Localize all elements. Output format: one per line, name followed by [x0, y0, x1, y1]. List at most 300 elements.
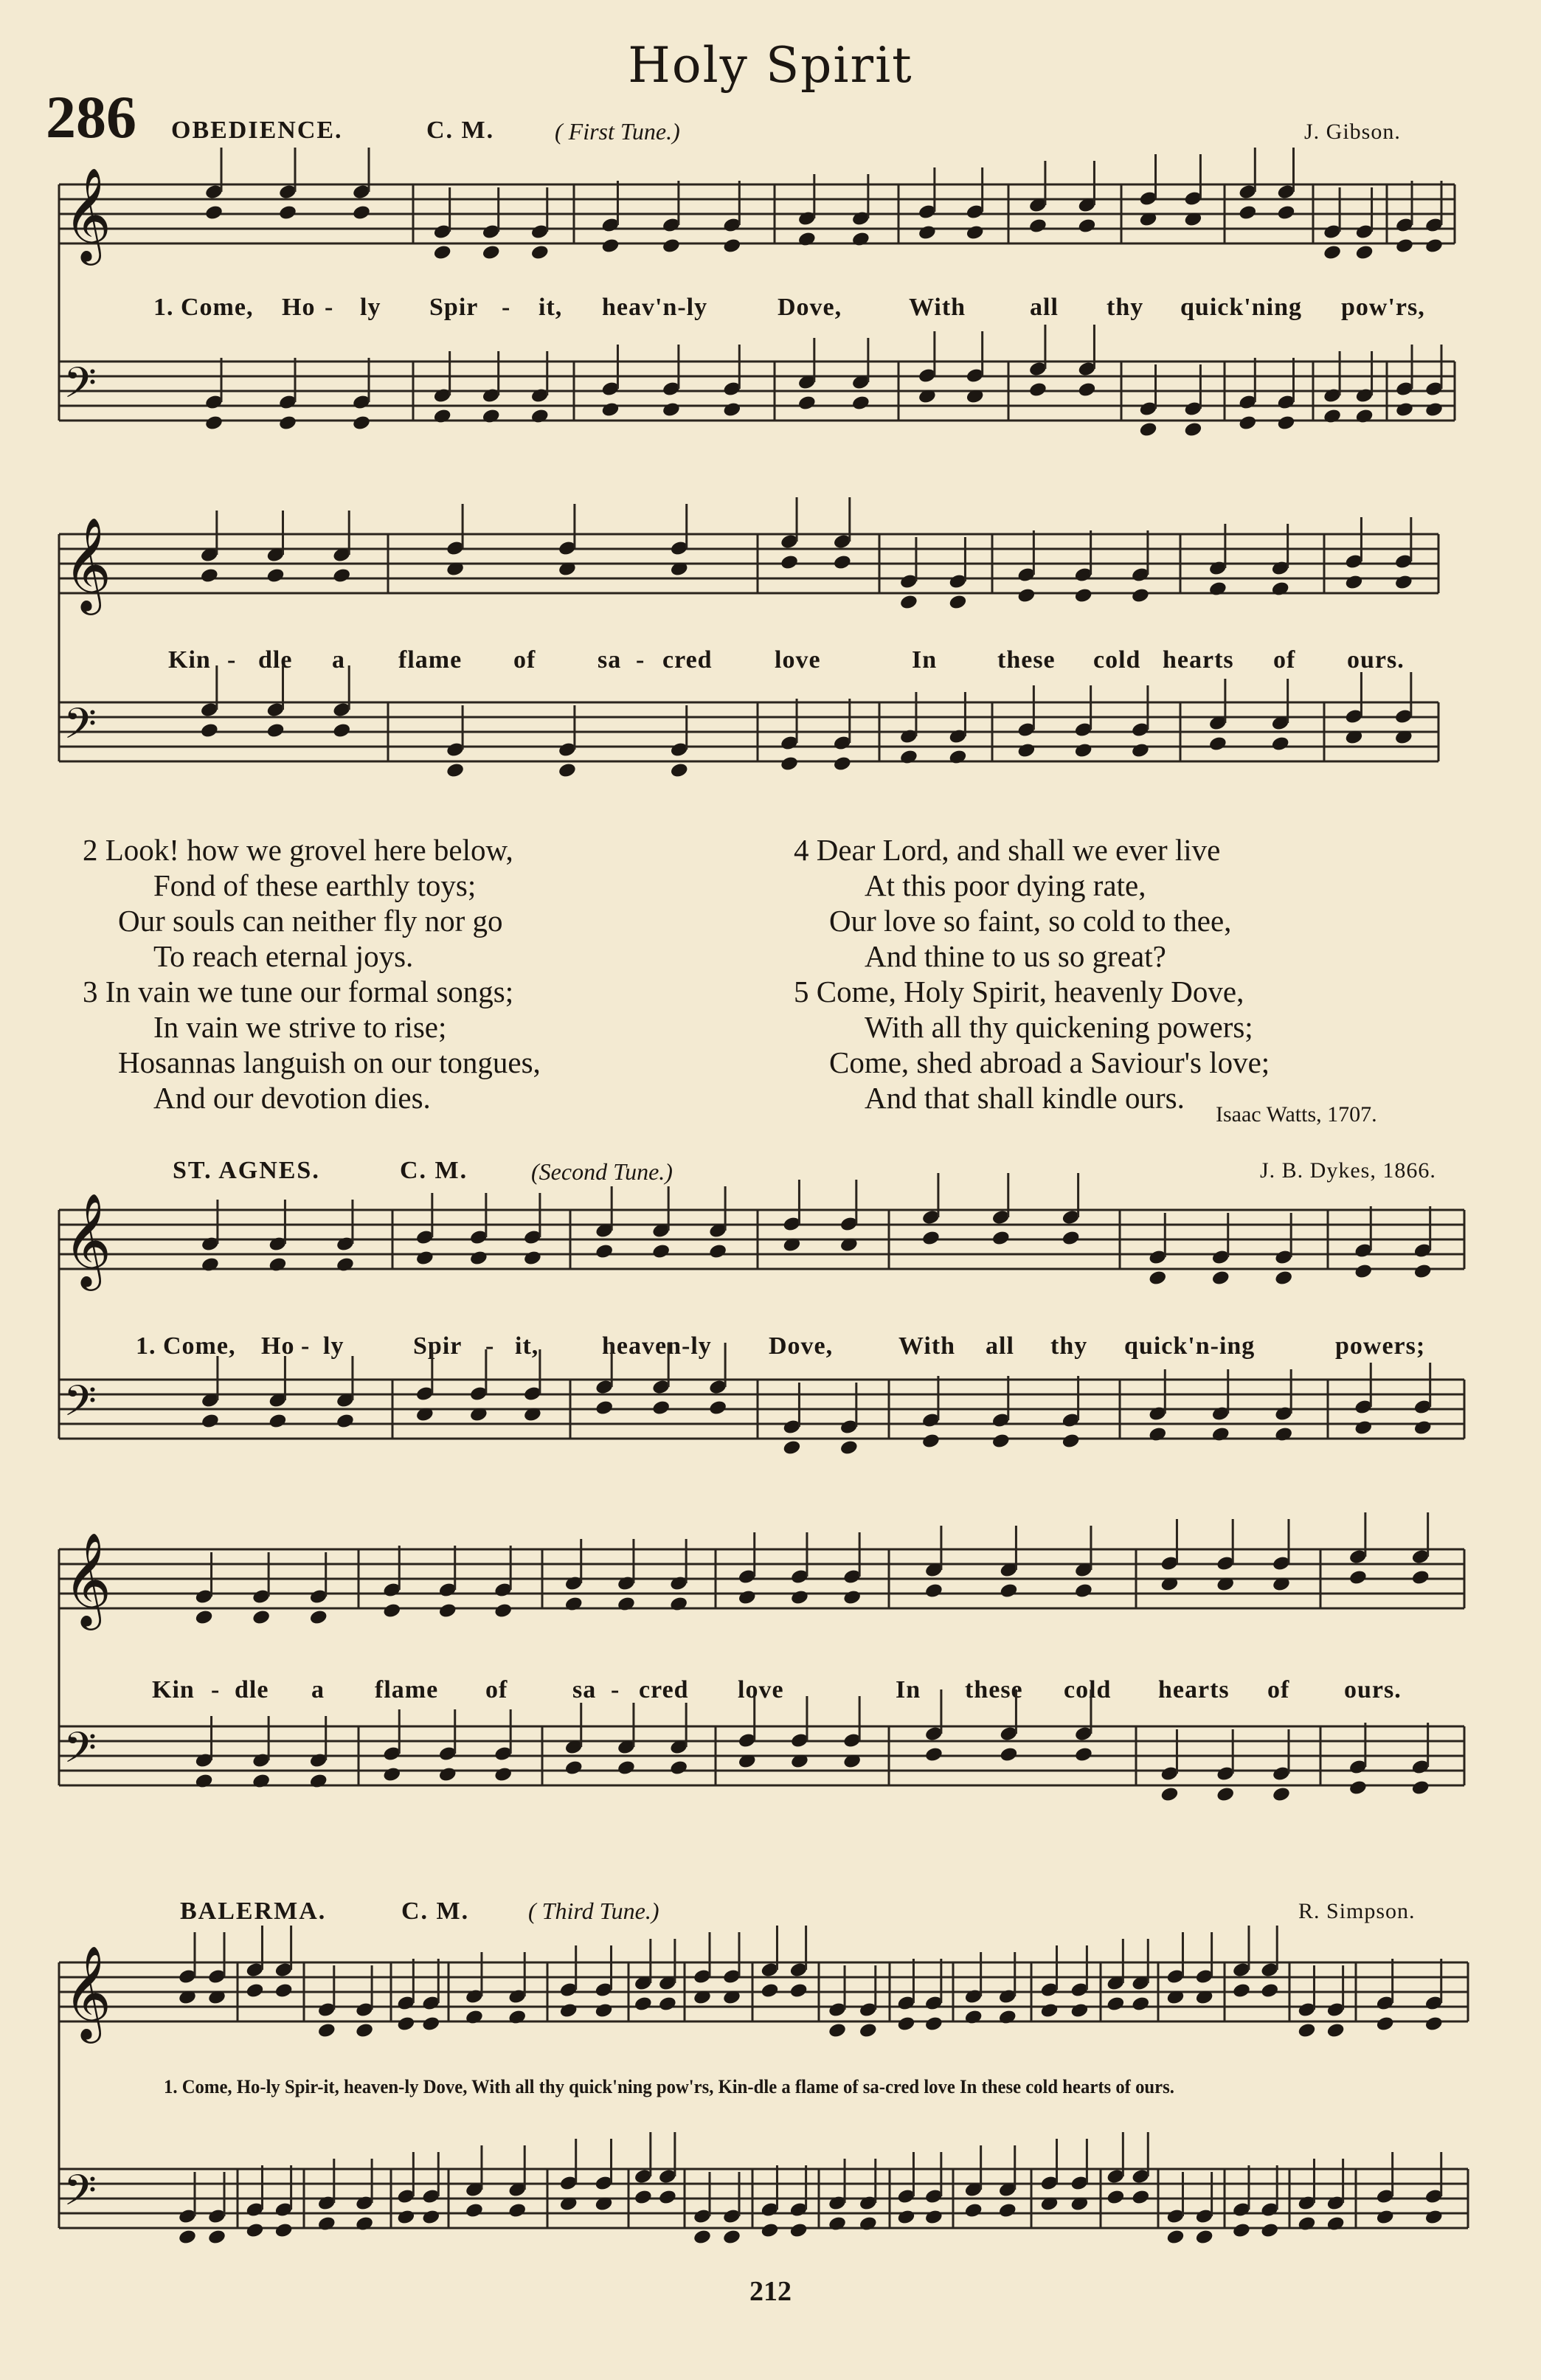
treble-clef-icon: 𝄞 [63, 516, 112, 611]
note-head [1106, 2189, 1125, 2206]
lyric-syllable: Kin [168, 646, 211, 674]
note-head [421, 2209, 440, 2226]
note-head [899, 594, 918, 611]
note-head [1274, 1270, 1293, 1287]
note-head [1411, 1779, 1430, 1796]
lyric-syllable: dle [235, 1676, 269, 1703]
verse-line: 3 In vain we tune our formal songs; [83, 975, 514, 1009]
note-head [178, 2229, 197, 2246]
note-head [1238, 204, 1257, 221]
lyric-syllable: cred [639, 1676, 689, 1703]
note-head [964, 2009, 983, 2026]
note-head [617, 1596, 636, 1613]
note-head [194, 1609, 213, 1626]
note-head [204, 415, 224, 432]
tune-meter: C. M. [400, 1157, 468, 1184]
note-head [1348, 1779, 1368, 1796]
note-head [948, 594, 967, 611]
verse-line: Come, shed abroad a Saviour's love; [829, 1045, 1270, 1079]
note-head [332, 567, 351, 584]
note-head [1195, 2229, 1214, 2246]
note-head [332, 722, 351, 739]
tune-order: ( Third Tune.) [528, 1898, 659, 1924]
lyric-syllable: these [965, 1676, 1023, 1703]
note-head [921, 1433, 941, 1450]
note-head [991, 1433, 1011, 1450]
lyric-syllable: thy [1050, 1332, 1088, 1360]
note-head [336, 1256, 355, 1273]
note-head [651, 1400, 671, 1416]
lyric-syllable: hearts [1158, 1676, 1230, 1703]
lyric-syllable: - [211, 1676, 221, 1703]
lyric-syllable: hearts [1163, 646, 1234, 674]
verse-line: 2 Look! how we grovel here below, [83, 833, 513, 867]
verse-line: With all thy quickening powers; [865, 1010, 1253, 1044]
verse-line: In vain we strive to rise; [153, 1010, 447, 1044]
lyric-syllable: 1. Come, [153, 294, 254, 321]
note-head [1424, 401, 1444, 418]
note-head [1354, 1419, 1373, 1436]
note-head [278, 204, 297, 221]
note-head [245, 1982, 264, 1999]
note-head [839, 1439, 859, 1456]
note-head [833, 755, 852, 772]
lyric-syllable: heav'n-ly [602, 294, 708, 321]
lyric-syllable: powers; [1335, 1332, 1426, 1360]
lyric-syllable: love [738, 1676, 784, 1703]
lyric-syllable: Ho [282, 294, 316, 321]
note-head [1211, 1270, 1230, 1287]
lyric-syllable: sa [572, 1676, 597, 1703]
note-head [760, 2222, 779, 2239]
verse-line: Fond of these earthly toys; [153, 868, 477, 902]
note-head [1394, 574, 1413, 591]
hymn-number: 286 [46, 83, 136, 151]
note-head [204, 204, 224, 221]
bass-clef-icon: 𝄢 [63, 2165, 97, 2226]
note-head [1238, 415, 1257, 432]
note-head [1276, 204, 1295, 221]
note-head [1028, 381, 1047, 398]
note-head [201, 1413, 220, 1430]
tune-meter: C. M. [401, 1898, 470, 1925]
lyric-syllable: - [227, 646, 237, 674]
note-head [1208, 581, 1227, 598]
note-head [396, 2016, 415, 2033]
note-head [482, 244, 501, 261]
tune-meter: C. M. [426, 117, 495, 144]
treble-clef-icon: 𝄞 [63, 1192, 112, 1287]
note-head [670, 762, 689, 779]
note-head [669, 1596, 688, 1613]
note-head [382, 1766, 401, 1783]
note-head [634, 1996, 653, 2013]
note-head [693, 2229, 712, 2246]
lyric-syllable: these [997, 646, 1056, 674]
note-head [523, 1250, 542, 1267]
note-head [1216, 1786, 1235, 1803]
note-head [433, 244, 452, 261]
section-title: Holy Spirit [628, 37, 913, 94]
note-head [708, 1400, 727, 1416]
note-head [966, 224, 985, 241]
lyric-syllable: flame [398, 646, 463, 674]
note-head [924, 2016, 943, 2033]
note-head [1272, 1786, 1291, 1803]
note-head [274, 1982, 294, 1999]
lyric-syllable: of [485, 1676, 508, 1703]
note-head [1344, 574, 1363, 591]
note-head [1131, 2189, 1150, 2206]
note-head [1297, 2215, 1316, 2232]
treble-clef-icon: 𝄞 [63, 167, 112, 261]
verse-line: And that shall kindle ours. [865, 1081, 1185, 1115]
lyric-syllable: all [986, 1332, 1014, 1360]
note-head [924, 2209, 943, 2226]
note-head [669, 1760, 688, 1777]
bass-clef-icon: 𝄢 [63, 1376, 97, 1436]
note-head [268, 1256, 287, 1273]
note-head [1354, 244, 1374, 261]
note-head [964, 2202, 983, 2219]
note-head [1326, 2022, 1346, 2039]
lyric-syllable: - [325, 294, 334, 321]
bass-clef-icon: 𝄢 [63, 699, 97, 759]
note-head [465, 2009, 484, 2026]
lyric-syllable: heaven-ly [602, 1332, 712, 1360]
note-head [600, 401, 620, 418]
note-head [1424, 2016, 1444, 2033]
lyric-syllable: flame [375, 1676, 439, 1703]
note-head [797, 395, 817, 412]
note-head [1166, 2229, 1185, 2246]
note-head [1074, 742, 1093, 759]
lyric-syllable: cred [662, 646, 713, 674]
note-head [1074, 1746, 1093, 1763]
lyric-syllable: of [513, 646, 536, 674]
tune-order: ( First Tune.) [555, 118, 680, 145]
verse-line: And our devotion dies. [153, 1081, 431, 1115]
note-head [317, 2022, 336, 2039]
note-head [662, 401, 681, 418]
tune-order: (Second Tune.) [531, 1158, 673, 1185]
note-head [789, 1982, 808, 1999]
note-head [1413, 1419, 1433, 1436]
bass-clef-icon: 𝄢 [63, 1723, 97, 1783]
lyric-syllable: 1. Come, [136, 1332, 236, 1360]
note-head [595, 1243, 614, 1260]
note-head [1271, 581, 1290, 598]
note-head [1348, 1569, 1368, 1586]
note-head [790, 1589, 809, 1606]
lyric-syllable: Spir [413, 1332, 463, 1360]
note-head [1232, 2222, 1251, 2239]
lyric-syllable: sa [598, 646, 622, 674]
note-head [999, 1746, 1018, 1763]
note-head [1131, 587, 1150, 604]
composer: J. B. Dykes, 1866. [1260, 1158, 1436, 1183]
note-head [1077, 218, 1096, 235]
note-head [1062, 1433, 1081, 1450]
note-head [1424, 2209, 1444, 2226]
tune-name: OBEDIENCE. [171, 117, 343, 144]
treble-clef-icon: 𝄞 [63, 1532, 112, 1626]
note-head [1271, 736, 1290, 753]
note-head [278, 415, 297, 432]
text-credit: Isaac Watts, 1707. [1216, 1102, 1377, 1127]
note-head [274, 2222, 294, 2239]
lyric-syllable: ly [360, 294, 381, 321]
note-head [1017, 742, 1036, 759]
lyric-syllable: In [896, 1676, 921, 1703]
note-head [1062, 1230, 1081, 1247]
lyric-line: 1. Come, Ho-ly Spir-it, heaven-ly Dove, With all thy quick'ning pow'rs, Kin-dle a flame of sa-cred love In these cold hearts of ours. [164, 2076, 1174, 2097]
note-head [207, 2229, 226, 2246]
note-head [438, 1766, 457, 1783]
verse-line: Our love so faint, so cold to thee, [829, 904, 1232, 938]
lyric-syllable: - [301, 1332, 311, 1360]
note-head [617, 1760, 636, 1777]
lyric-syllable: quick'n-ing [1124, 1332, 1256, 1360]
bass-clef-icon: 𝄢 [63, 358, 97, 418]
note-head [851, 231, 870, 248]
note-head [634, 2189, 653, 2206]
note-head [382, 1602, 401, 1619]
note-head [317, 2215, 336, 2232]
note-head [1354, 1263, 1373, 1280]
note-head [469, 1250, 488, 1267]
note-head [201, 1256, 220, 1273]
note-head [797, 231, 817, 248]
lyric-syllable: With [898, 1332, 956, 1360]
note-head [991, 1230, 1011, 1247]
note-head [396, 2209, 415, 2226]
note-head [266, 567, 285, 584]
note-head [433, 408, 452, 425]
note-head [1326, 2215, 1346, 2232]
lyric-syllable: dle [258, 646, 293, 674]
note-head [722, 401, 741, 418]
note-head [1070, 2002, 1089, 2019]
note-head [595, 1400, 614, 1416]
lyric-syllable: it, [515, 1332, 539, 1360]
note-head [658, 2189, 677, 2206]
note-head [722, 238, 741, 255]
note-head [1039, 2002, 1059, 2019]
lyric-syllable: cold [1093, 646, 1141, 674]
lyric-syllable: - [611, 1676, 620, 1703]
note-head [438, 1602, 457, 1619]
note-head [1376, 2209, 1395, 2226]
note-head [782, 1439, 801, 1456]
lyric-syllable: ours. [1347, 646, 1405, 674]
lyric-syllable: pow'rs, [1341, 294, 1425, 321]
note-head [780, 554, 799, 571]
composer: J. Gibson. [1304, 120, 1401, 144]
note-head [494, 1766, 513, 1783]
lyric-syllable: ours. [1344, 1676, 1402, 1703]
treble-clef-icon: 𝄞 [63, 1945, 112, 2039]
note-head [1074, 587, 1093, 604]
note-head [1413, 1263, 1433, 1280]
note-head [564, 1760, 583, 1777]
note-head [508, 2202, 527, 2219]
verse-line: And thine to us so great? [865, 939, 1166, 973]
note-head [789, 2222, 808, 2239]
note-head [708, 1243, 727, 1260]
note-head [336, 1413, 355, 1430]
note-head [1208, 736, 1227, 753]
note-head [558, 762, 577, 779]
note-head [760, 1982, 779, 1999]
note-head [1138, 421, 1157, 438]
note-head [266, 722, 285, 739]
note-head [999, 1582, 1018, 1599]
verse-line: Hosannas languish on our tongues, [118, 1045, 541, 1079]
note-head [494, 1602, 513, 1619]
lyric-syllable: thy [1107, 294, 1144, 321]
note-head [1297, 2022, 1316, 2039]
note-head [828, 2022, 847, 2039]
verse-line: To reach eternal joys. [153, 939, 414, 973]
note-head [564, 1596, 583, 1613]
note-head [446, 762, 465, 779]
note-head [1323, 244, 1342, 261]
note-head [1106, 1996, 1125, 2013]
note-head [559, 2002, 578, 2019]
note-head [1274, 1426, 1293, 1443]
note-head [722, 2229, 741, 2246]
note-head [355, 2215, 374, 2232]
note-head [1077, 381, 1096, 398]
note-head [1260, 1982, 1279, 1999]
verse-line: 4 Dear Lord, and shall we ever live [794, 833, 1221, 867]
lyric-syllable: all [1030, 294, 1059, 321]
note-head [482, 408, 501, 425]
note-head [842, 1589, 862, 1606]
note-head [1131, 1996, 1150, 2013]
note-head [1276, 415, 1295, 432]
note-head [998, 2202, 1017, 2219]
note-head [833, 554, 852, 571]
note-head [662, 238, 681, 255]
page-number: 212 [749, 2276, 792, 2307]
lyric-syllable: of [1267, 1676, 1290, 1703]
note-head [194, 1773, 213, 1790]
note-head [921, 1230, 941, 1247]
note-head [1148, 1426, 1167, 1443]
lyric-syllable: With [909, 294, 966, 321]
note-head [421, 2016, 440, 2033]
note-head [859, 2022, 878, 2039]
note-head [465, 2202, 484, 2219]
note-head [899, 749, 918, 766]
note-head [355, 2022, 374, 2039]
note-head [1183, 421, 1202, 438]
note-head [948, 749, 967, 766]
note-head [309, 1773, 328, 1790]
note-head [1323, 408, 1342, 425]
lyric-syllable: Dove, [769, 1332, 834, 1360]
note-head [896, 2016, 915, 2033]
lyric-syllable: a [332, 646, 345, 674]
note-head [896, 2209, 915, 2226]
lyric-syllable: - [636, 646, 645, 674]
note-head [309, 1609, 328, 1626]
lyric-syllable: Kin [152, 1676, 195, 1703]
note-head [859, 2215, 878, 2232]
lyric-syllable: - [485, 1332, 495, 1360]
note-head [918, 224, 937, 241]
note-head [924, 1746, 943, 1763]
note-head [924, 1582, 943, 1599]
note-head [1211, 1426, 1230, 1443]
lyric-syllable: In [912, 646, 938, 674]
note-head [851, 395, 870, 412]
note-head [1354, 408, 1374, 425]
note-head [1148, 1270, 1167, 1287]
note-head [245, 2222, 264, 2239]
note-head [200, 722, 219, 739]
note-head [1074, 1582, 1093, 1599]
note-head [1395, 238, 1414, 255]
note-head [352, 415, 371, 432]
note-head [1260, 2222, 1279, 2239]
composer: R. Simpson. [1298, 1899, 1416, 1923]
lyric-syllable: ly [323, 1332, 344, 1360]
lyric-syllable: it, [539, 294, 563, 321]
tune-name: ST. AGNES. [173, 1157, 320, 1184]
lyric-syllable: Ho [261, 1332, 295, 1360]
note-head [1017, 587, 1036, 604]
lyric-syllable: cold [1064, 1676, 1112, 1703]
note-head [600, 238, 620, 255]
lyric-syllable: quick'ning [1180, 294, 1302, 321]
lyric-syllable: of [1273, 646, 1296, 674]
note-head [998, 2009, 1017, 2026]
note-head [1232, 1982, 1251, 1999]
note-head [200, 567, 219, 584]
note-head [828, 2215, 847, 2232]
lyric-syllable: love [775, 646, 821, 674]
lyric-syllable: Dove, [778, 294, 842, 321]
note-head [658, 1996, 677, 2013]
note-head [594, 2002, 613, 2019]
note-head [1028, 218, 1047, 235]
verse-line: 5 Come, Holy Spirit, heavenly Dove, [794, 975, 1244, 1009]
tune-name: BALERMA. [180, 1898, 327, 1925]
note-head [1131, 742, 1150, 759]
verse-line: At this poor dying rate, [865, 868, 1146, 902]
note-head [1424, 238, 1444, 255]
note-head [738, 1589, 757, 1606]
note-head [651, 1243, 671, 1260]
note-head [415, 1250, 434, 1267]
note-head [252, 1609, 271, 1626]
note-head [1160, 1786, 1179, 1803]
note-head [268, 1413, 287, 1430]
note-head [1376, 2016, 1395, 2033]
note-head [530, 408, 550, 425]
lyric-syllable: a [311, 1676, 325, 1703]
note-head [1411, 1569, 1430, 1586]
lyric-syllable: - [502, 294, 511, 321]
note-head [252, 1773, 271, 1790]
lyric-syllable: Spir [429, 294, 479, 321]
verse-line: Our souls can neither fly nor go [118, 904, 503, 938]
note-head [530, 244, 550, 261]
note-head [508, 2009, 527, 2026]
